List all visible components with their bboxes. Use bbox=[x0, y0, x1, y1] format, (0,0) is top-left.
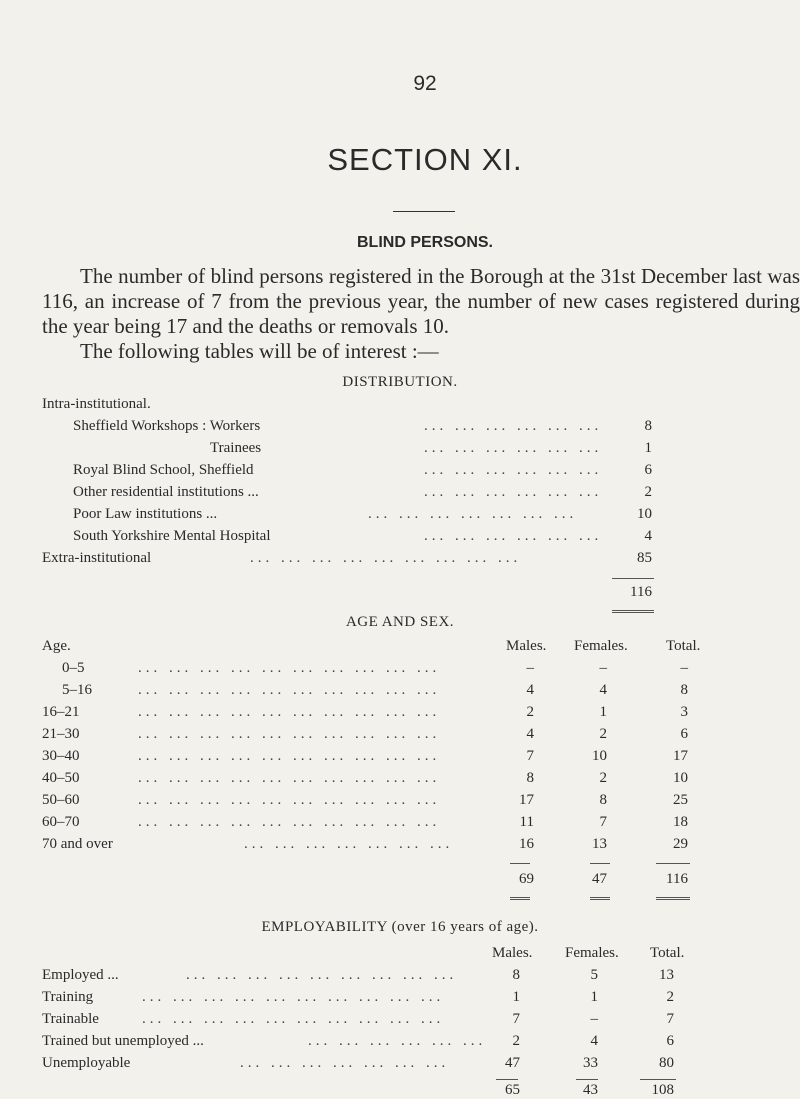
total-value: 29 bbox=[673, 836, 688, 852]
females-rule bbox=[590, 863, 610, 864]
col-age: Age. bbox=[42, 638, 71, 654]
row-value: 10 bbox=[637, 506, 652, 522]
employability-totals-row bbox=[0, 1072, 800, 1098]
age-label: 30–40 bbox=[42, 748, 80, 764]
age-label: 70 and over bbox=[42, 836, 113, 852]
age-row bbox=[0, 682, 800, 704]
employability-row bbox=[0, 1033, 800, 1055]
distribution-row bbox=[0, 528, 800, 550]
males-value: 8 bbox=[526, 770, 534, 786]
subtitle: BLIND PERSONS. bbox=[356, 234, 493, 251]
age-row bbox=[0, 770, 800, 792]
intro-paragraph-2: The following tables will be of interest :— bbox=[80, 339, 439, 363]
males-total: 65 bbox=[505, 1082, 520, 1098]
distribution-row bbox=[0, 506, 800, 528]
females-value: 4 bbox=[590, 1033, 598, 1049]
age-row bbox=[0, 726, 800, 748]
row-value: 85 bbox=[637, 550, 652, 566]
row-label: Trainees bbox=[210, 440, 262, 456]
females-total: 43 bbox=[583, 1082, 598, 1098]
leader-dots: ... ... ... ... ... ... ... ... ... ... bbox=[142, 989, 445, 1005]
age-sex-totals-row bbox=[0, 871, 800, 893]
intro-text bbox=[42, 264, 800, 364]
females-value: 10 bbox=[592, 748, 607, 764]
age-label: 0–5 bbox=[62, 660, 85, 676]
intra-label-text: Intra-institutional. bbox=[42, 396, 151, 412]
age-label: 16–21 bbox=[42, 704, 80, 720]
leader-dots: ... ... ... ... ... ... ... ... ... ... bbox=[138, 792, 441, 808]
employability-header-row bbox=[0, 945, 800, 967]
males-value: 8 bbox=[512, 967, 520, 983]
males-value: 17 bbox=[519, 792, 534, 808]
males-double-rule bbox=[510, 897, 530, 900]
row-label: Employed ... bbox=[42, 967, 119, 983]
males-rule bbox=[510, 863, 530, 864]
page-number: 92 bbox=[413, 72, 437, 95]
row-label: Trainable bbox=[42, 1011, 99, 1027]
total-value: 80 bbox=[659, 1055, 674, 1071]
leader-dots: ... ... ... ... ... ... ... bbox=[240, 1055, 450, 1071]
total-value: 13 bbox=[659, 967, 674, 983]
females-value: 1 bbox=[599, 704, 607, 720]
leader-dots: ... ... ... ... ... ... bbox=[424, 462, 603, 478]
age-sex-header-row bbox=[0, 638, 800, 660]
intro-paragraph-1: The number of blind persons registered in the Borough at the 31st December last was 116, an increase of 7 from the previous year, the number of new cases registered during the year being 17 and the deaths or removals 10. bbox=[42, 264, 800, 338]
total-value: 10 bbox=[673, 770, 688, 786]
total-value: 2 bbox=[666, 989, 674, 1005]
males-total: 69 bbox=[519, 871, 534, 887]
males-value: 1 bbox=[512, 989, 520, 1005]
females-value: 5 bbox=[590, 967, 598, 983]
females-value: 2 bbox=[599, 726, 607, 742]
age-label: 50–60 bbox=[42, 792, 80, 808]
row-value: 4 bbox=[644, 528, 652, 544]
males-value: – bbox=[526, 660, 534, 676]
males-value: 4 bbox=[526, 726, 534, 742]
age-label: 60–70 bbox=[42, 814, 80, 830]
row-label: Unemployable bbox=[42, 1055, 131, 1071]
age-label: 40–50 bbox=[42, 770, 80, 786]
leader-dots: ... ... ... ... ... ... ... ... ... ... bbox=[138, 726, 441, 742]
females-total: 47 bbox=[592, 871, 607, 887]
distribution-row bbox=[0, 418, 800, 440]
leader-dots: ... ... ... ... ... ... ... ... ... bbox=[186, 967, 458, 983]
leader-dots: ... ... ... ... ... ... bbox=[424, 484, 603, 500]
total-double-rule bbox=[612, 610, 654, 613]
males-value: 7 bbox=[526, 748, 534, 764]
distribution-row bbox=[0, 440, 800, 462]
row-value: 2 bbox=[644, 484, 652, 500]
total-value: 25 bbox=[673, 792, 688, 808]
leader-dots: ... ... ... ... ... ... ... ... ... ... bbox=[138, 748, 441, 764]
females-value: 13 bbox=[592, 836, 607, 852]
col-females: Females. bbox=[574, 638, 628, 654]
col-total: Total. bbox=[650, 945, 685, 961]
females-value: 7 bbox=[599, 814, 607, 830]
distribution-heading: DISTRIBUTION. bbox=[342, 374, 458, 390]
males-value: 2 bbox=[526, 704, 534, 720]
total-value: 7 bbox=[666, 1011, 674, 1027]
title-rule bbox=[393, 211, 455, 212]
employability-heading: EMPLOYABILITY (over 16 years of age). bbox=[261, 919, 539, 935]
leader-dots: ... ... ... ... ... ... ... ... ... ... bbox=[142, 1011, 445, 1027]
total-rule bbox=[612, 578, 654, 579]
females-value: – bbox=[599, 660, 607, 676]
leader-dots: ... ... ... ... ... ... ... ... ... ... bbox=[138, 682, 441, 698]
females-value: 2 bbox=[599, 770, 607, 786]
age-row bbox=[0, 748, 800, 770]
leader-dots: ... ... ... ... ... ... ... ... ... ... bbox=[138, 770, 441, 786]
col-total: Total. bbox=[666, 638, 701, 654]
leader-dots: ... ... ... ... ... ... ... ... ... ... bbox=[138, 660, 441, 676]
col-males: Males. bbox=[506, 638, 547, 654]
row-label: Other residential institutions ... bbox=[73, 484, 259, 500]
females-double-rule bbox=[590, 897, 610, 900]
females-value: – bbox=[590, 1011, 598, 1027]
females-value: 8 bbox=[599, 792, 607, 808]
age-row bbox=[0, 660, 800, 682]
males-value: 11 bbox=[519, 814, 534, 830]
total-value: 8 bbox=[680, 682, 688, 698]
total-value: 6 bbox=[666, 1033, 674, 1049]
total-rule bbox=[656, 863, 690, 864]
males-value: 47 bbox=[505, 1055, 520, 1071]
col-males: Males. bbox=[492, 945, 533, 961]
females-value: 1 bbox=[590, 989, 598, 1005]
age-row bbox=[0, 704, 800, 726]
intra-institutional-label bbox=[0, 396, 800, 418]
row-label: Extra-institutional bbox=[42, 550, 152, 566]
total-value: 3 bbox=[680, 704, 688, 720]
total-value: 6 bbox=[680, 726, 688, 742]
total-value: 17 bbox=[673, 748, 688, 764]
row-label: Sheffield Workshops : Workers bbox=[73, 418, 261, 434]
leader-dots: ... ... ... ... ... ... ... ... ... ... bbox=[138, 814, 441, 830]
age-row bbox=[0, 792, 800, 814]
males-value: 7 bbox=[512, 1011, 520, 1027]
age-row bbox=[0, 814, 800, 836]
leader-dots: ... ... ... ... ... ... bbox=[424, 418, 603, 434]
age-row bbox=[0, 836, 800, 858]
leader-dots: ... ... ... ... ... ... ... ... ... bbox=[250, 550, 522, 566]
employability-row bbox=[0, 989, 800, 1011]
total-value: 18 bbox=[673, 814, 688, 830]
grand-total: 116 bbox=[666, 871, 688, 887]
leader-dots: ... ... ... ... ... ... ... ... ... ... bbox=[138, 704, 441, 720]
employability-row bbox=[0, 967, 800, 989]
leader-dots: ... ... ... ... ... ... ... bbox=[244, 836, 454, 852]
age-label: 5–16 bbox=[62, 682, 92, 698]
row-value: 1 bbox=[644, 440, 652, 456]
row-value: 8 bbox=[644, 418, 652, 434]
row-label: Poor Law institutions ... bbox=[73, 506, 218, 522]
total-value: – bbox=[680, 660, 688, 676]
col-females: Females. bbox=[565, 945, 619, 961]
row-label: Royal Blind School, Sheffield bbox=[73, 462, 254, 478]
grand-total: 108 bbox=[651, 1082, 674, 1098]
total-double-rule bbox=[656, 897, 690, 900]
distribution-total-row bbox=[0, 584, 800, 606]
distribution-row bbox=[0, 462, 800, 484]
distribution-row bbox=[0, 550, 800, 572]
females-value: 4 bbox=[599, 682, 607, 698]
row-label: Trained but unemployed ... bbox=[42, 1033, 204, 1049]
row-label: South Yorkshire Mental Hospital bbox=[73, 528, 271, 544]
males-value: 2 bbox=[512, 1033, 520, 1049]
leader-dots: ... ... ... ... ... ... bbox=[424, 528, 603, 544]
males-value: 4 bbox=[526, 682, 534, 698]
leader-dots: ... ... ... ... ... ... bbox=[308, 1033, 487, 1049]
employability-row bbox=[0, 1011, 800, 1033]
distribution-total: 116 bbox=[630, 584, 652, 600]
row-label: Training bbox=[42, 989, 94, 1005]
females-value: 33 bbox=[583, 1055, 598, 1071]
section-title: SECTION XI. bbox=[327, 142, 523, 177]
leader-dots: ... ... ... ... ... ... ... bbox=[368, 506, 578, 522]
males-value: 16 bbox=[519, 836, 534, 852]
age-label: 21–30 bbox=[42, 726, 80, 742]
age-sex-heading: AGE AND SEX. bbox=[345, 614, 455, 630]
leader-dots: ... ... ... ... ... ... bbox=[424, 440, 603, 456]
distribution-row bbox=[0, 484, 800, 506]
row-value: 6 bbox=[644, 462, 652, 478]
